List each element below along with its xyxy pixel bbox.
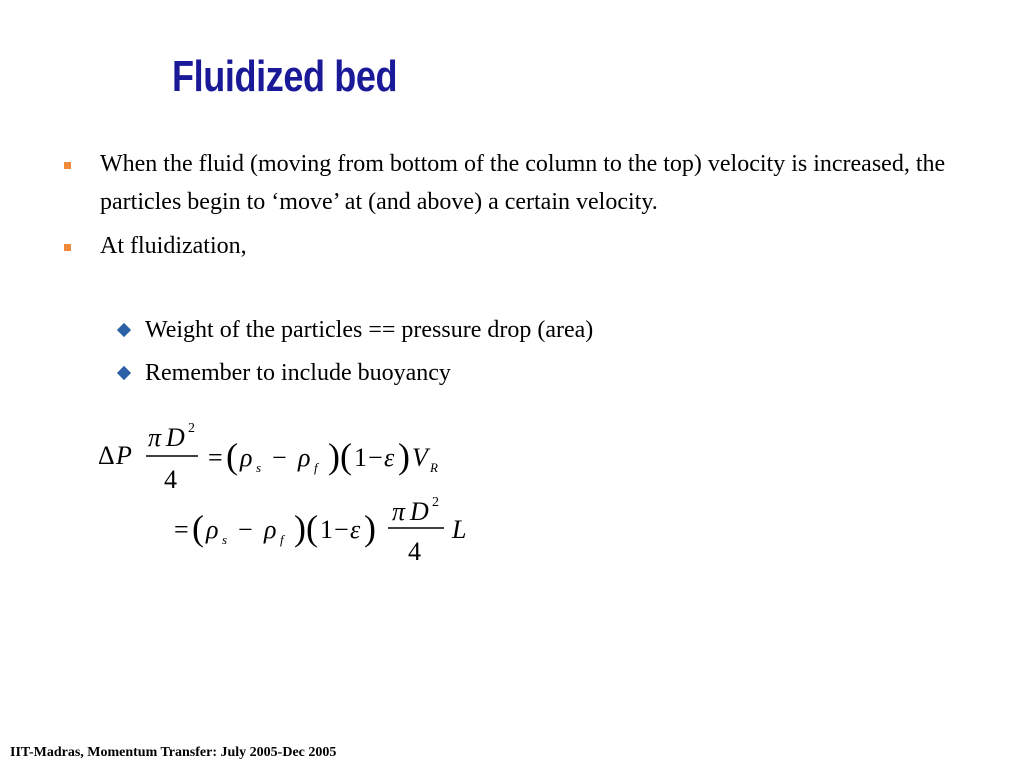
subscript-s: s	[222, 532, 228, 547]
diamond-bullet-icon	[117, 323, 131, 337]
right-paren: )	[398, 436, 410, 476]
minus-sign: −	[272, 443, 287, 472]
bullet-text: When the fluid (moving from bottom of the column to the top) velocity is increased, the particles begin to ‘move’ at (and above) a certain velocity.	[100, 151, 946, 215]
sub-bullet-text: Remember to include buoyancy	[145, 360, 451, 386]
exponent-two: 2	[432, 495, 439, 510]
subscript-s: s	[256, 460, 262, 475]
rho-symbol: ρ	[240, 443, 253, 472]
diamond-bullet-icon	[117, 366, 131, 380]
left-paren: (	[306, 508, 318, 548]
sub-bullet-item	[115, 309, 915, 352]
right-paren: )	[328, 436, 340, 476]
right-paren: )	[364, 508, 376, 548]
bullet-item	[60, 145, 960, 221]
rho-symbol: ρ	[264, 515, 277, 544]
fluidization-equation	[80, 410, 500, 570]
slide-footer: IIT-Madras, Momentum Transfer: July 2005-Dec 2005	[10, 745, 337, 760]
pi-symbol: π	[392, 497, 406, 526]
minus-sign: −	[238, 515, 253, 544]
delta-symbol: Δ	[98, 441, 115, 470]
equation-line-1	[98, 421, 438, 494]
left-paren: (	[226, 436, 238, 476]
minus-sign: −	[334, 515, 349, 544]
left-paren: (	[340, 436, 352, 476]
diameter-symbol: D	[166, 423, 185, 452]
exponent-two: 2	[188, 421, 195, 436]
sub-bullet-text: Weight of the particles == pressure drop (area)	[145, 317, 594, 343]
subscript-f: f	[314, 460, 318, 475]
rho-symbol: ρ	[206, 515, 219, 544]
sub-bullet-item	[115, 352, 915, 395]
equals-sign: =	[174, 515, 189, 544]
bullet-item	[60, 227, 960, 265]
right-paren: )	[294, 508, 306, 548]
bullet-text: At fluidization,	[100, 233, 247, 259]
slide-title: Fluidized bed	[172, 52, 398, 101]
pi-symbol: π	[148, 423, 162, 452]
bullet-list	[60, 145, 960, 271]
denominator-four: 4	[164, 465, 177, 494]
square-bullet-icon	[64, 162, 71, 169]
sub-bullet-list	[115, 309, 915, 395]
one-digit: 1	[320, 515, 333, 544]
length-symbol: L	[452, 515, 467, 544]
velocity-symbol: V	[412, 443, 428, 472]
diameter-symbol: D	[410, 497, 429, 526]
minus-sign: −	[368, 443, 383, 472]
subscript-r: R	[430, 460, 438, 475]
rho-symbol: ρ	[298, 443, 311, 472]
pressure-symbol: P	[116, 441, 132, 470]
epsilon-symbol: ε	[350, 515, 361, 544]
one-digit: 1	[354, 443, 367, 472]
subscript-f: f	[280, 532, 284, 547]
square-bullet-icon	[64, 244, 71, 251]
equation-line-2	[174, 495, 466, 566]
epsilon-symbol: ε	[384, 443, 395, 472]
equals-sign: =	[208, 443, 223, 472]
left-paren: (	[192, 508, 204, 548]
denominator-four: 4	[408, 537, 421, 566]
